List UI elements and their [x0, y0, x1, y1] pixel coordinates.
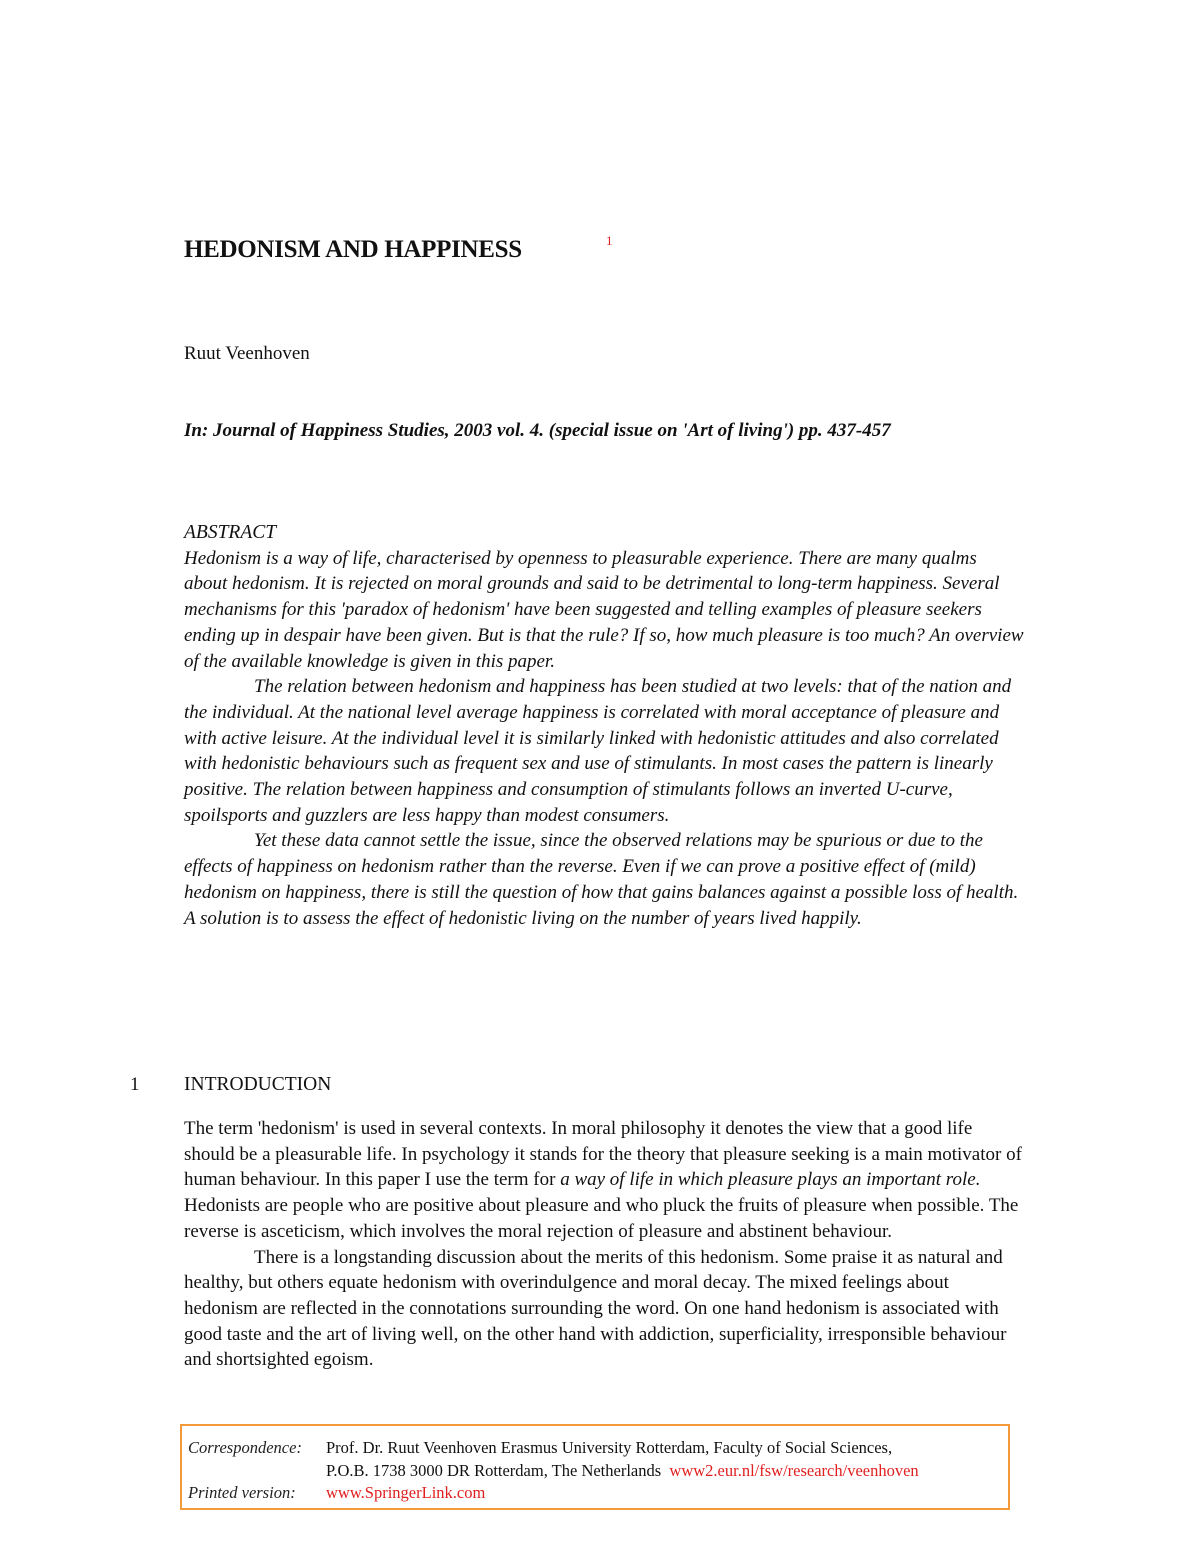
abstract-heading: ABSTRACT	[184, 522, 277, 543]
intro-paragraph-2: There is a longstanding discussion about the merits of this hedonism. Some praise it as natural and healthy, but others equate hedonism with overindulgence and moral decay. The mixed feelings about hedonism are reflected in the connotations surrounding the word. On one hand hedonism is associated with good taste and the art of living well, on the other hand with addiction, superficiality, irresponsible behaviour and shortsighted egoism.	[184, 1246, 1007, 1371]
intro-p1-text-start: The term 'hedonism' is used in several contexts. In moral philosophy it denotes the view that a good life should be a pleasurable life. In psychology it stands for the theory that pleasure seeking is a main motivator of human behaviour. In this paper I use the term for	[184, 1118, 1022, 1191]
postal-address: P.O.B. 1738 3000 DR Rotterdam, The Netherlands	[326, 1461, 662, 1480]
correspondence-box	[180, 1424, 1010, 1510]
abstract-paragraph-2: The relation between hedonism and happiness has been studied at two levels: that of the nation and the individual. At the national level average happiness is correlated with moral acceptance of pleasure and with active leisure. At the individual level it is similarly linked with hedonistic attitudes and also correlated with hedonistic behaviours such as frequent sex and use of stimulants. In most cases the pattern is linearly positive. The relation between happiness and consumption of stimulants follows an inverted U-curve, spoilsports and guzzlers are less happy than modest consumers.	[184, 676, 1012, 826]
abstract-paragraph-3: Yet these data cannot settle the issue, since the observed relations may be spurious or due to the effects of happiness on hedonism rather than the reverse. Even if we can prove a positive effect of (mild) hedonism on happiness, there is still the question of how that gains balances against a possible loss of health. A solution is to assess the effect of hedonistic living on the number of years lived happily.	[184, 830, 1019, 929]
intro-p1-italic-definition: a way of life in which pleasure plays an important role.	[560, 1169, 981, 1191]
title-footnote-marker[interactable]: 1	[606, 233, 613, 248]
introduction-body	[184, 1116, 1024, 1373]
springerlink-link[interactable]: www.SpringerLink.com	[326, 1483, 486, 1502]
section-number: 1	[130, 1074, 140, 1095]
author-website-link[interactable]: www2.eur.nl/fsw/research/veenhoven	[669, 1461, 919, 1480]
abstract-section	[184, 520, 1024, 931]
paper-title: HEDONISM AND HAPPINESS	[184, 236, 522, 263]
journal-citation: In: Journal of Happiness Studies, 2003 vol. 4. (special issue on 'Art of living') pp. 437-457	[184, 420, 891, 441]
correspondence-label: Correspondence:	[188, 1438, 302, 1457]
printed-version-label: Printed version:	[188, 1483, 296, 1502]
author-name: Ruut Veenhoven	[184, 343, 310, 364]
abstract-paragraph-1: Hedonism is a way of life, characterised by openness to pleasurable experience. There are many qualms about hedonism. It is rejected on moral grounds and said to be detrimental to long-term happiness. Several mechanisms for this 'paradox of hedonism' have been suggested and telling examples of pleasure seekers ending up in despair have been given. But is that the rule? If so, how much pleasure is too much? An overview of the available knowledge is given in this paper.	[184, 547, 1024, 672]
intro-p1-text-end: Hedonists are people who are positive about pleasure and who pluck the fruits of pleasure when possible. The reverse is asceticism, which involves the moral rejection of pleasure and abstinent behaviour.	[184, 1195, 1019, 1242]
correspondence-address-line-1: Prof. Dr. Ruut Veenhoven Erasmus University Rotterdam, Faculty of Social Sciences,	[326, 1438, 893, 1457]
correspondence-address-line-2	[326, 1461, 919, 1481]
intro-paragraph-1	[184, 1116, 1024, 1245]
section-title: INTRODUCTION	[184, 1074, 332, 1095]
